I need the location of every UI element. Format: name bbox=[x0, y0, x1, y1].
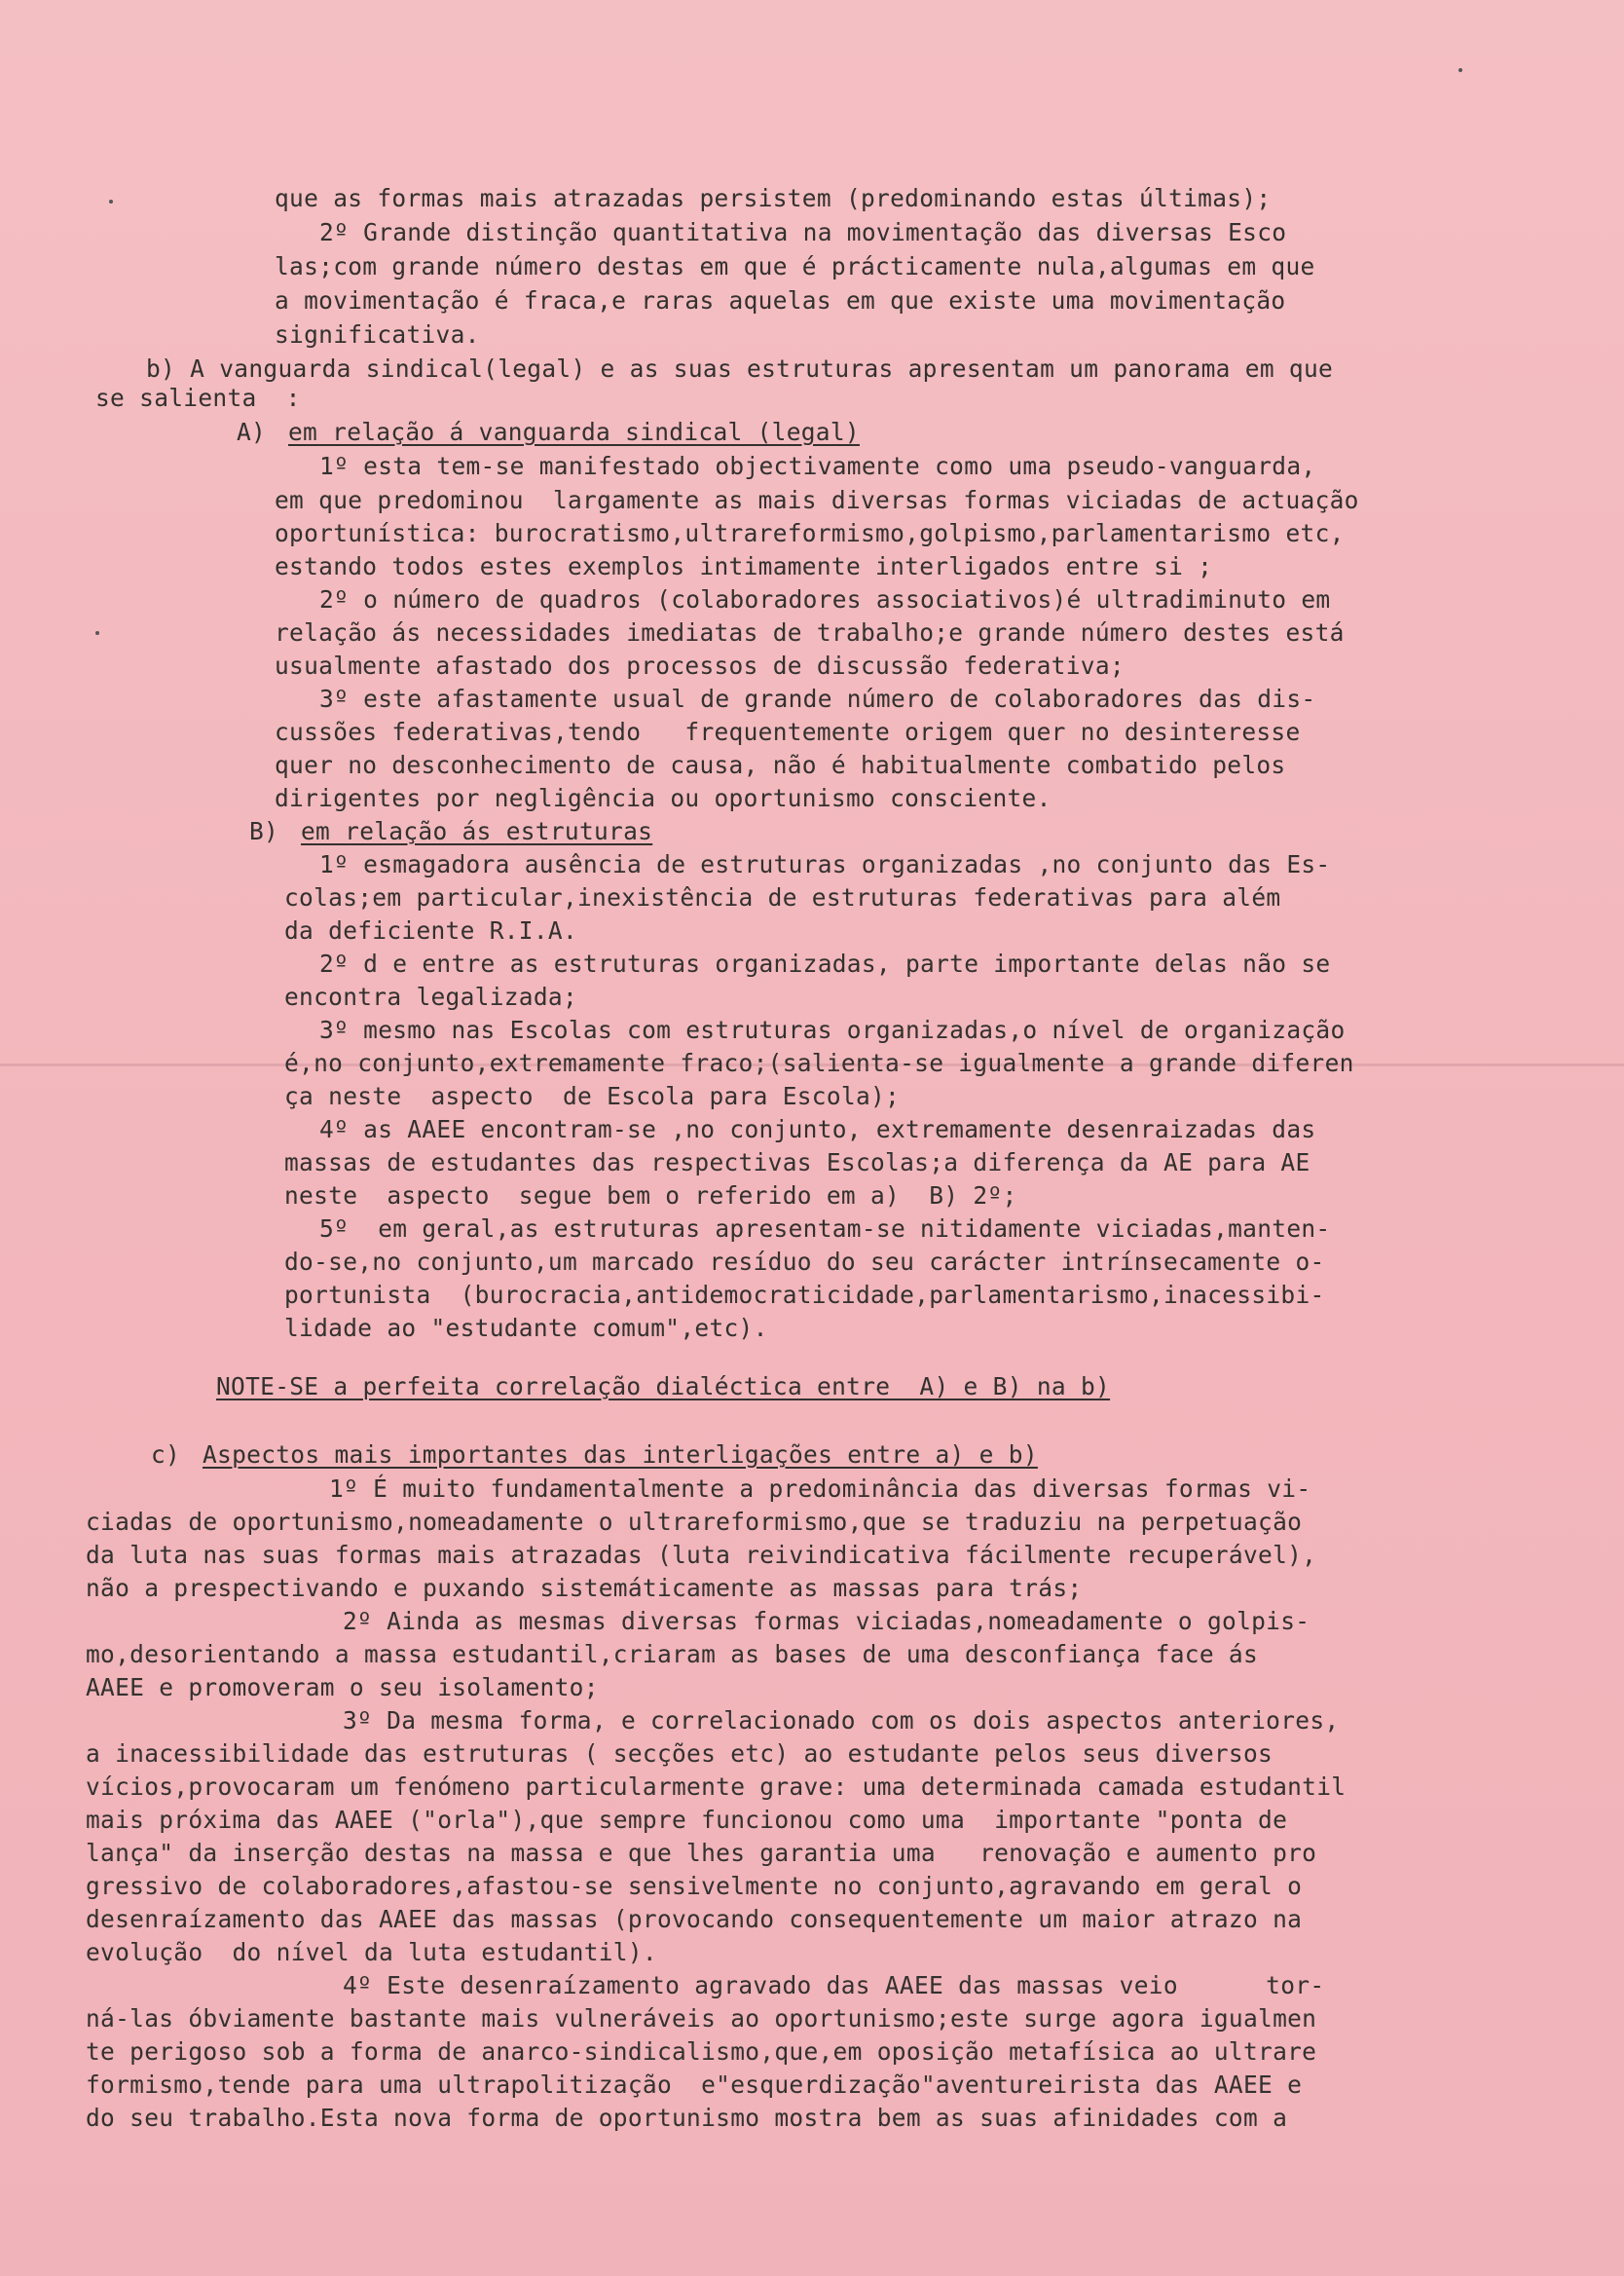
text-line-l46: a inacessibilidade das estruturas ( secções etc) ao estudante pelos seus diversos bbox=[86, 1739, 1273, 1768]
text-line-l34: portunista (burocracia,antidemocraticidade,parlamentarismo,inacessibi- bbox=[284, 1281, 1325, 1309]
text-line-l12: estando todos estes exemplos intimamente interligados entre si ; bbox=[275, 552, 1213, 580]
text-line-l33: do-se,no conjunto,um marcado resíduo do seu carácter intrínsecamente o- bbox=[284, 1248, 1325, 1276]
ink-speck bbox=[109, 200, 113, 204]
text-line-l39: ciadas de oportunismo,nomeadamente o ultrareformismo,que se traduziu na perpetuação bbox=[86, 1508, 1303, 1536]
text-line-l6: b) A vanguarda sindical(legal) e as suas estruturas apresentam um panorama em que bbox=[146, 354, 1334, 383]
text-line-l49: lança" da inserção destas na massa e que lhes garantia uma renovação e aumento pro bbox=[86, 1839, 1317, 1867]
text-line-l42: 2º Ainda as mesmas diversas formas viciadas,nomeadamente o golpis- bbox=[343, 1607, 1310, 1635]
text-line-l7: se salienta : bbox=[95, 384, 301, 412]
text-line-l15: usualmente afastado dos processos de discussão federativa; bbox=[275, 652, 1125, 680]
text-line-l36: NOTE-SE a perfeita correlação dialéctica entre A) e B) na b) bbox=[216, 1372, 1111, 1400]
text-line-l55: te perigoso sob a forma de anarco-sindicalismo,que,em oposição metafísica ao ultrare bbox=[86, 2037, 1317, 2066]
text-line-l2: 2º Grande distinção quantitativa na movimentação das diversas Esco bbox=[319, 218, 1287, 246]
text-line-l48: mais próxima das AAEE ("orla"),que sempre funcionou como uma importante "ponta de bbox=[86, 1806, 1288, 1834]
text-line-l5: significativa. bbox=[275, 320, 480, 349]
text-line-l9: 1º esta tem-se manifestado objectivamente como uma pseudo-vanguarda, bbox=[319, 452, 1316, 480]
text-line-l35: lidade ao "estudante comum",etc). bbox=[284, 1314, 768, 1342]
text-line-l52: evolução do nível da luta estudantil). bbox=[86, 1938, 657, 1966]
ink-speck bbox=[1458, 68, 1462, 72]
text-line-l8a: A) bbox=[237, 418, 281, 446]
text-line-l16: 3º este afastamente usual de grande número de colaboradores das dis- bbox=[319, 685, 1316, 713]
text-line-l20b: em relação ás estruturas bbox=[301, 817, 653, 845]
text-line-l31: neste aspecto segue bem o referido em a) B) 2º; bbox=[284, 1181, 1017, 1210]
text-line-l11: oportunística: burocratismo,ultrareformismo,golpismo,parlamentarismo etc, bbox=[275, 519, 1345, 547]
text-line-l51: desenraízamento das AAEE das massas (provocando consequentemente um maior atrazo na bbox=[86, 1905, 1303, 1933]
text-line-l43: mo,desorientando a massa estudantil,criaram as bases de uma desconfiança face ás bbox=[86, 1640, 1259, 1668]
text-line-l27: é,no conjunto,extremamente fraco;(salienta-se igualmente a grande diferen bbox=[284, 1049, 1354, 1077]
text-line-l1: que as formas mais atrazadas persistem (predominando estas últimas); bbox=[275, 184, 1272, 212]
text-line-l40: da luta nas suas formas mais atrazadas (luta reivindicativa fácilmente recuperável), bbox=[86, 1541, 1317, 1569]
text-line-l32: 5º em geral,as estruturas apresentam-se nitidamente viciadas,manten- bbox=[319, 1214, 1331, 1243]
text-line-l41: não a prespectivando e puxando sistemáticamente as massas para trás; bbox=[86, 1574, 1083, 1602]
text-line-l10: em que predominou largamente as mais diversas formas viciadas de actuação bbox=[275, 486, 1359, 514]
text-line-l8b: em relação á vanguarda sindical (legal) bbox=[288, 418, 860, 446]
text-line-l13: 2º o número de quadros (colaboradores associativos)é ultradiminuto em bbox=[319, 585, 1331, 614]
text-line-l54: ná-las óbviamente bastante mais vulneráveis ao oportunismo;este surge agora igualmen bbox=[86, 2004, 1317, 2033]
ink-speck bbox=[95, 631, 99, 635]
text-line-l18: quer no desconhecimento de causa, não é habitualmente combatido pelos bbox=[275, 751, 1286, 779]
text-line-l37a: c) bbox=[151, 1440, 196, 1469]
text-line-l57: do seu trabalho.Esta nova forma de oportunismo mostra bem as suas afinidades com a bbox=[86, 2104, 1288, 2132]
text-line-l17: cussões federativas,tendo frequentemente origem quer no desinteresse bbox=[275, 718, 1301, 746]
text-line-l21: 1º esmagadora ausência de estruturas organizadas ,no conjunto das Es- bbox=[319, 850, 1331, 878]
text-line-l29: 4º as AAEE encontram-se ,no conjunto, extremamente desenraizadas das bbox=[319, 1115, 1316, 1143]
text-line-l28: ça neste aspecto de Escola para Escola); bbox=[284, 1082, 901, 1110]
text-line-l14: relação ás necessidades imediatas de trabalho;e grande número destes está bbox=[275, 618, 1345, 647]
text-line-l26: 3º mesmo nas Escolas com estruturas organizadas,o nível de organização bbox=[319, 1016, 1346, 1044]
text-line-l37b: Aspectos mais importantes das interligações entre a) e b) bbox=[203, 1440, 1038, 1469]
text-line-l47: vícios,provocaram um fenómeno particularmente grave: uma determinada camada estudantil bbox=[86, 1772, 1347, 1801]
text-line-l30: massas de estudantes das respectivas Escolas;a diferença da AE para AE bbox=[284, 1148, 1310, 1176]
text-line-l24: 2º d e entre as estruturas organizadas, parte importante delas não se bbox=[319, 950, 1331, 978]
text-line-l53: 4º Este desenraízamento agravado das AAEE das massas veio tor- bbox=[343, 1971, 1325, 1999]
text-line-l22: colas;em particular,inexistência de estruturas federativas para além bbox=[284, 883, 1281, 912]
text-line-l38: 1º É muito fundamentalmente a predominância das diversas formas vi- bbox=[329, 1474, 1311, 1503]
text-line-l44: AAEE e promoveram o seu isolamento; bbox=[86, 1673, 599, 1701]
text-line-l4: a movimentação é fraca,e raras aquelas em que existe uma movimentação bbox=[275, 286, 1286, 315]
text-line-l50: gressivo de colaboradores,afastou-se sensivelmente no conjunto,agravando em geral o bbox=[86, 1872, 1303, 1900]
text-line-l45: 3º Da mesma forma, e correlacionado com os dois aspectos anteriores, bbox=[343, 1706, 1340, 1735]
text-line-l56: formismo,tende para uma ultrapolitização e"esquerdização"aventureirista das AAEE e bbox=[86, 2071, 1303, 2099]
text-line-l23: da deficiente R.I.A. bbox=[284, 916, 578, 945]
text-line-l3: las;com grande número destas em que é prácticamente nula,algumas em que bbox=[275, 252, 1315, 280]
text-line-l25: encontra legalizada; bbox=[284, 983, 578, 1011]
text-line-l20a: B) bbox=[249, 817, 294, 845]
text-line-l19: dirigentes por negligência ou oportunismo consciente. bbox=[275, 784, 1052, 812]
